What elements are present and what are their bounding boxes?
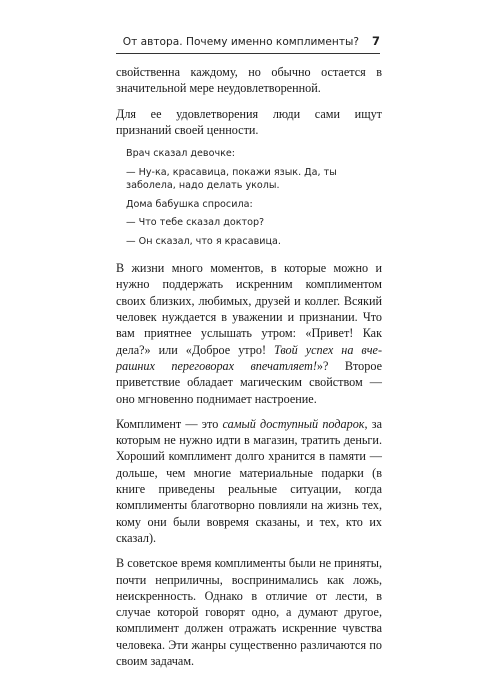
paragraph-4-emphasis: самый доступный подарок — [222, 416, 365, 431]
paragraph-4-text-b: , за которым не нужно идти в магазин, тратить деньги. Хороший комплимент долго хранится в памяти — дольше, чем многие материальные подарки (в книге приведены реальные ситуации, когда комплименты благотворно повлияли на жизнь тех, кому они были вовремя сказаны, и тех, кто их сказал). — [116, 416, 382, 545]
dialog-line: — Ну-ка, красавица, покажи язык. Да, ты заболела, надо делать уколы. — [126, 166, 337, 192]
paragraph-3-text-b: »? Второе приветствие обладает магическим свойством — оно мгновенно поднимает настроение. — [116, 358, 382, 406]
paragraph-3-text-a: В жизни много моментов, в которые можно и нужно поддержать искренним комплиментом своих близких, любимых, друзей и коллег. Всякий человек нуждается в уважении и признании. Что вам приятнее услышать утром: «Привет! Как дела?» или «Доброе утро! — [116, 261, 382, 357]
paragraph-5: В советское время комплименты были не приняты, почти неприличны, воспринимались как ложь, неискренность. Однако в отличие от лести, в случае которой говорят одно, а думают другое, комплимент должен отражать искренние чувства человека. Эти жанры существенно различаются по своим задачам. — [116, 556, 382, 669]
page-number: 7 — [371, 34, 380, 48]
paragraph-3 — [116, 260, 382, 407]
paragraph-3-emphasis: Твой успех на вчерашних переговорах впечатляет! — [116, 342, 382, 373]
dialog-line: Врач сказал девочке: — [126, 148, 236, 160]
paragraph-1: свойственна каждому, но обычно остается в значительной мере неудовлетворенной. — [116, 65, 382, 96]
paragraph-2: Для ее удовлетворения люди сами ищут признаний своей ценности. — [116, 106, 382, 137]
running-header-title: От автора. Почему именно комплименты? — [122, 36, 359, 48]
paragraph-4 — [116, 416, 382, 546]
header-rule — [116, 53, 380, 54]
dialog-line: — Он сказал, что я красавица. — [126, 235, 281, 247]
dialog-line: Дома бабушка спросила: — [126, 198, 253, 210]
running-header — [116, 34, 380, 50]
anecdote-dialog — [126, 147, 382, 248]
paragraph-4-text-a: Комплимент — это — [116, 416, 223, 431]
page-body — [116, 64, 382, 678]
dialog-line: — Что тебе сказал доктор? — [126, 217, 265, 229]
